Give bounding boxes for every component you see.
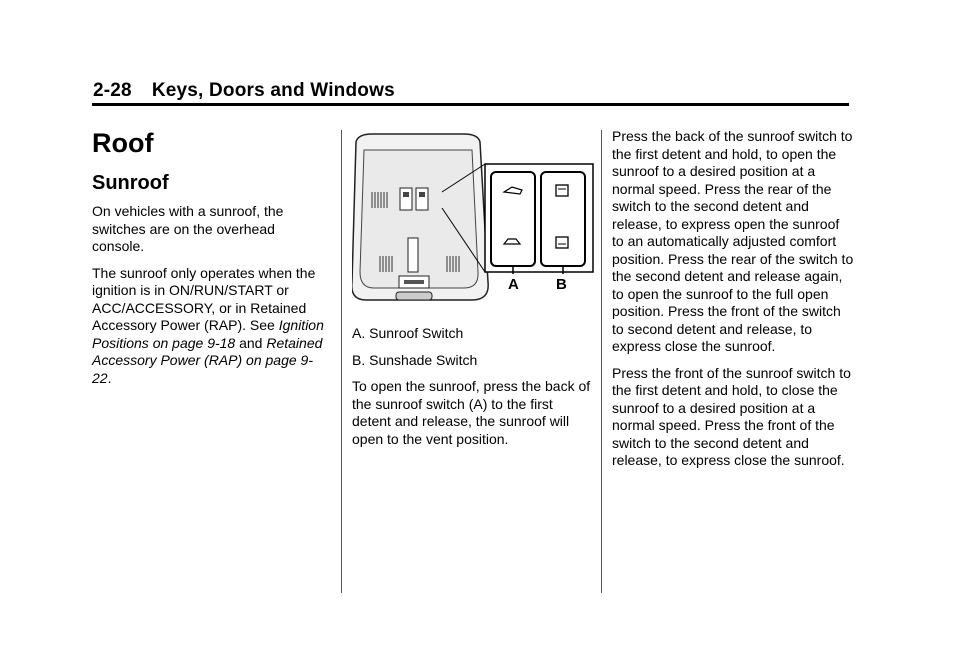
page-header	[93, 80, 395, 102]
caption-sunshade-switch: B. Sunshade Switch	[352, 351, 478, 368]
operation-paragraph	[92, 265, 330, 388]
open-hold-paragraph: Press the back of the sunroof switch to the first detent and hold, to open the sunroof to a desired position at a normal speed. Press the rear of the switch to the second detent and release, to express open the sunroof to an automatically adjusted comfort position. Press the rear of the switch to the second detent and release again, to open the sunroof to the full open position. Press the front of the switch to second detent and release, to express close the sunroof.	[612, 128, 854, 354]
subsection-heading: Sunroof	[92, 172, 169, 194]
column-divider-2	[601, 130, 602, 593]
rap-link[interactable]: Retained Accessory Power (RAP) on page 9-22	[92, 334, 323, 386]
ignition-positions-link[interactable]: Ignition Positions on page 9-18	[92, 317, 324, 351]
header-rule	[92, 103, 849, 106]
page-number: 2-28	[93, 80, 132, 101]
label-b: B	[556, 276, 567, 293]
label-a: A	[508, 276, 519, 293]
column-1	[92, 128, 330, 396]
column-divider-1	[341, 130, 342, 593]
period-text: .	[107, 369, 112, 386]
column-2	[352, 325, 592, 457]
chapter-title: Keys, Doors and Windows	[151, 80, 395, 101]
close-paragraph: Press the front of the sunroof switch to the first detent and hold, to close the sunroof to a desired position at a normal speed. Press the front of the switch to the second detent and release, to express close the sunroof.	[612, 364, 851, 468]
column-3	[612, 128, 854, 479]
operation-text: The sunroof only operates when the ignition is in ON/RUN/START or ACC/ACCESSORY, or in Retained Accessory Power (RAP). See	[92, 264, 316, 333]
conjunction-text: and	[235, 334, 267, 351]
caption-sunroof-switch: A. Sunroof Switch	[352, 325, 464, 341]
open-paragraph: To open the sunroof, press the back of the sunroof switch (A) to the first detent and release, the sunroof will open to the vent position.	[352, 378, 591, 447]
overhead-console-illustration	[352, 132, 595, 310]
section-heading: Roof	[92, 128, 154, 158]
intro-paragraph: On vehicles with a sunroof, the switches are on the overhead console.	[92, 203, 284, 254]
